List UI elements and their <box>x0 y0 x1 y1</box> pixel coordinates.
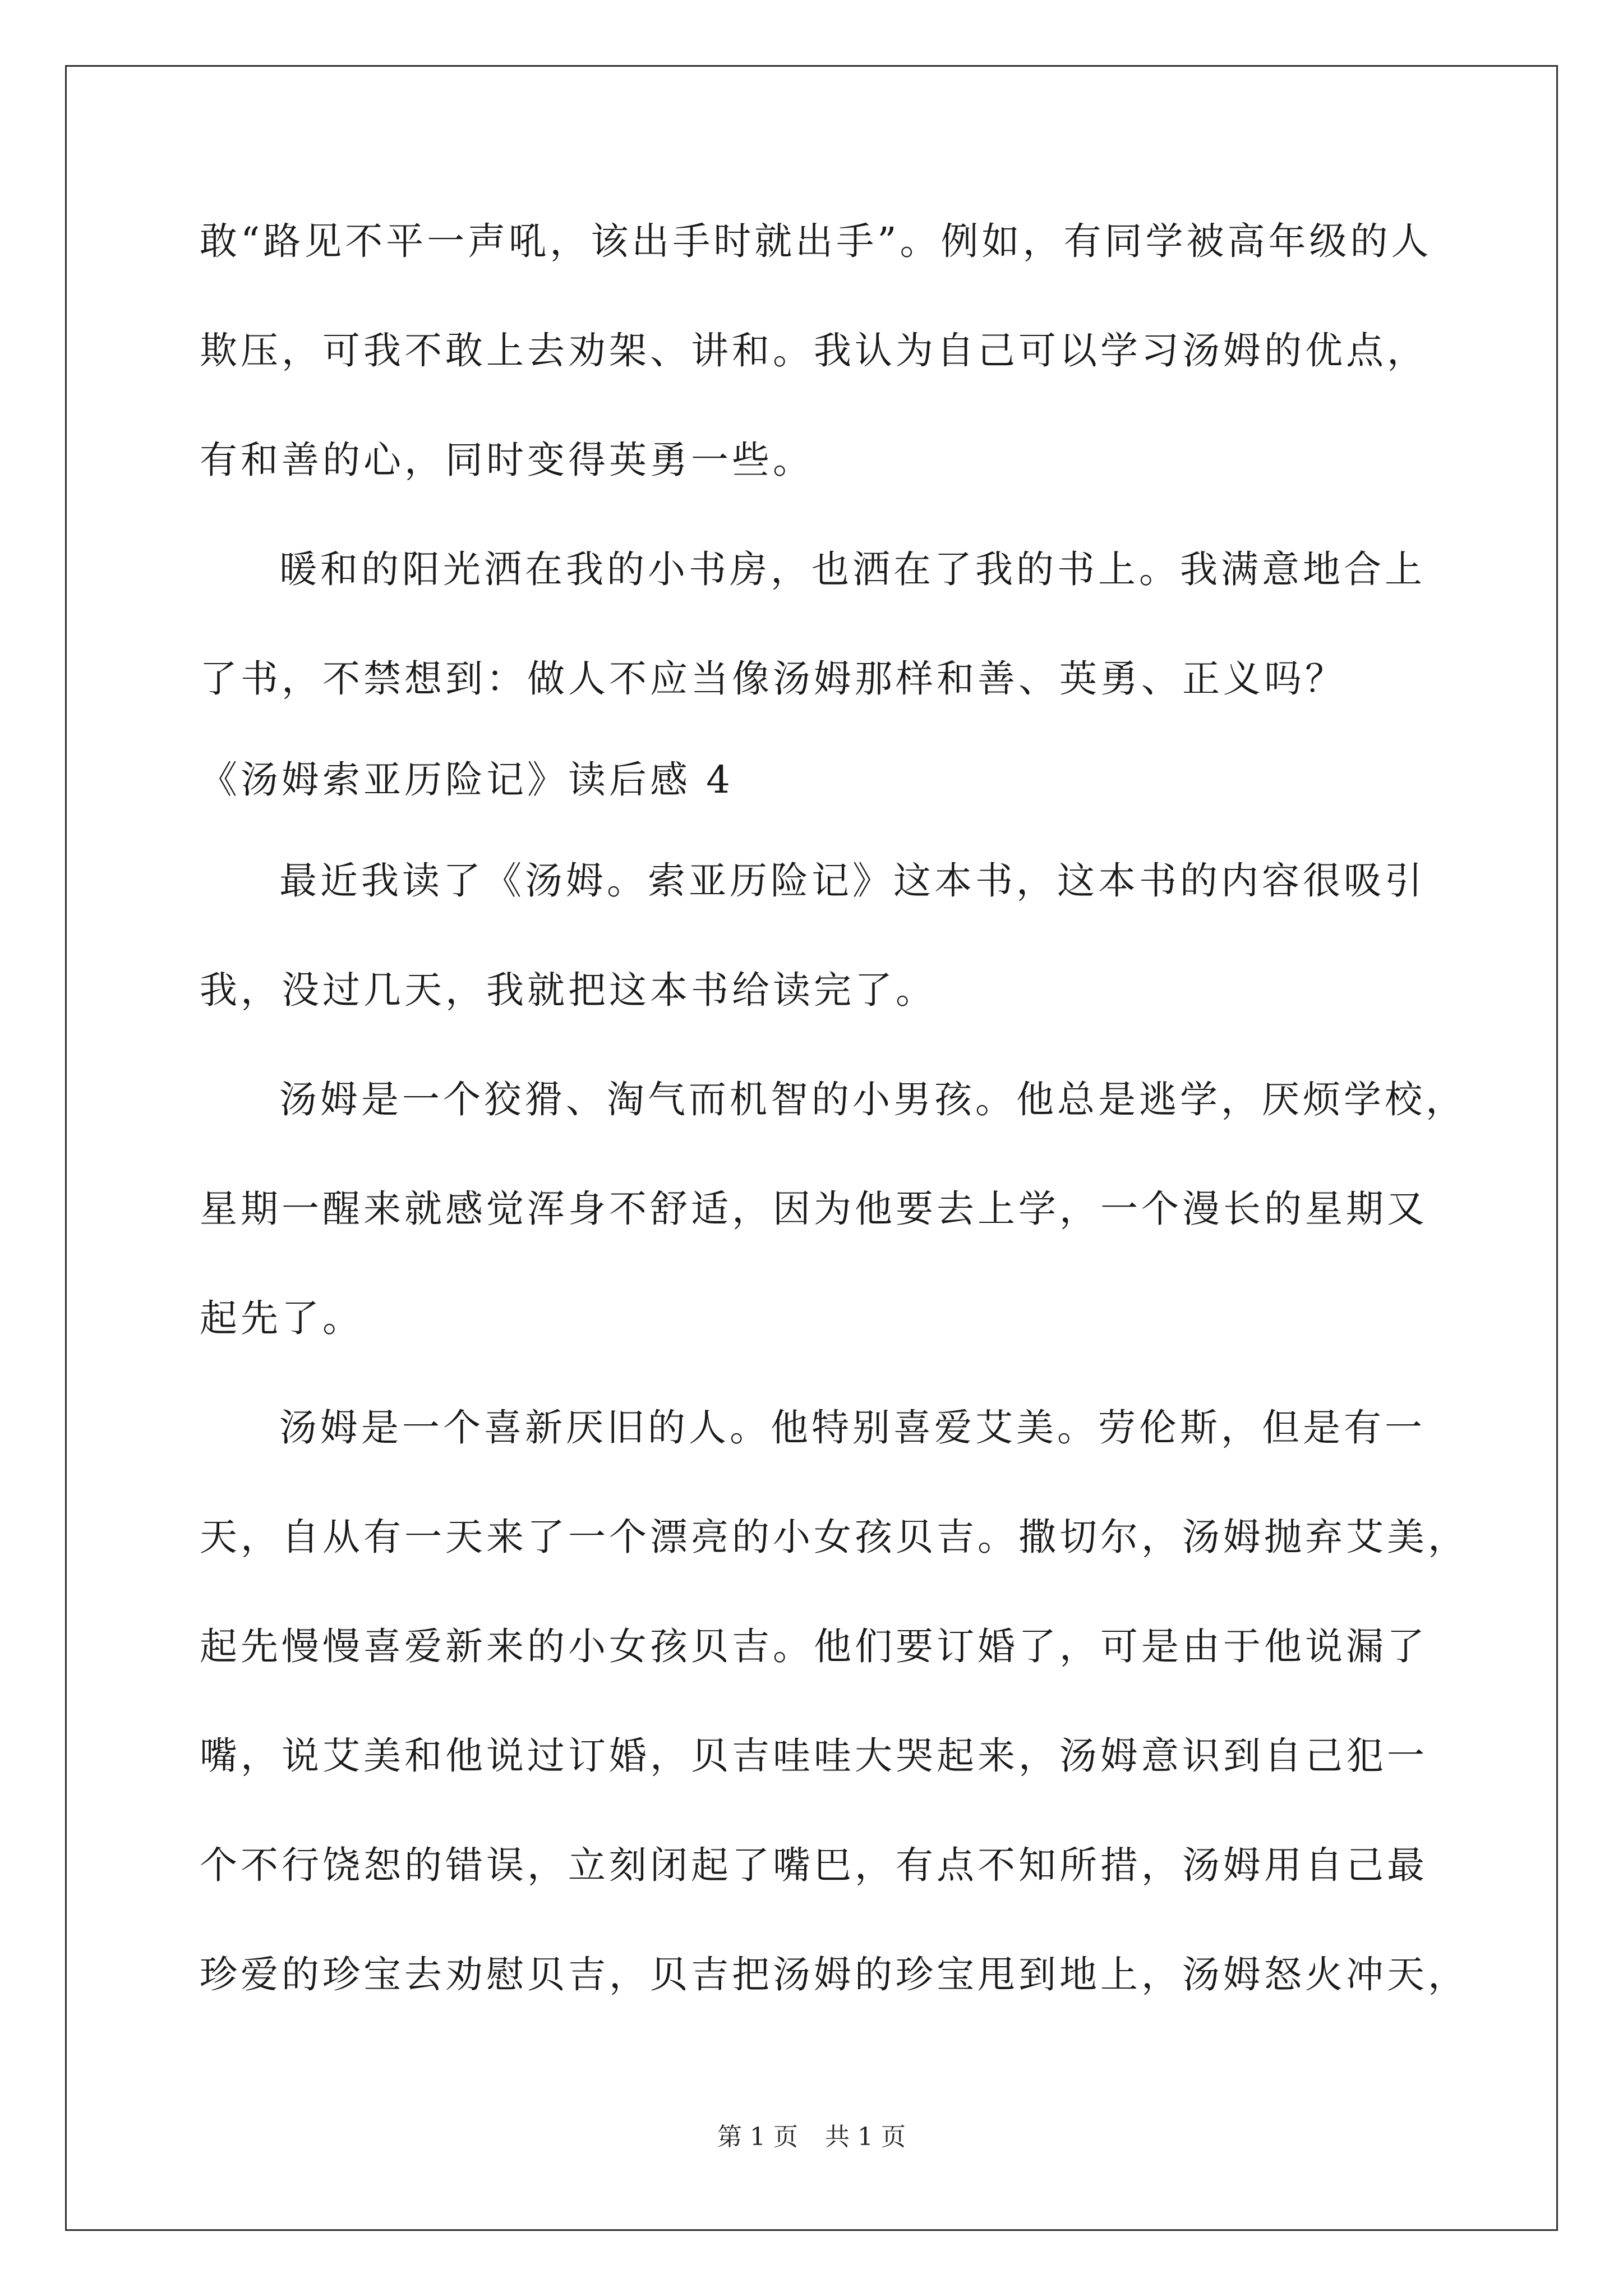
text-line: 星期一醒来就感觉浑身不舒适，因为他要去上学，一个漫长的星期又 <box>200 1187 1428 1231</box>
text-line: 珍爱的珍宝去劝慰贝吉，贝吉把汤姆的珍宝甩到地上，汤姆怒火冲天， <box>200 1953 1469 1996</box>
text-line: 我，没过几天，我就把这本书给读完了。 <box>200 968 937 1012</box>
section-heading: 《汤姆索亚历险记》读后感 4 <box>200 758 734 802</box>
text-line: 汤姆是一个狡猾、淘气而机智的小男孩。他总是逃学，厌烦学校， <box>279 1078 1467 1121</box>
text-line: 最近我读了《汤姆。索亚历险记》这本书，这本书的内容很吸引 <box>279 859 1426 903</box>
page-number-total: 共 1 页 <box>825 2123 906 2151</box>
text-line: 汤姆是一个喜新厌旧的人。他特别喜爱艾美。劳伦斯，但是有一 <box>279 1406 1426 1450</box>
text-line: 个不行饶恕的错误，立刻闭起了嘴巴，有点不知所措，汤姆用自己最 <box>200 1843 1428 1887</box>
page-border <box>65 65 1558 2231</box>
page-footer <box>0 2120 1623 2154</box>
text-line: 起先了。 <box>200 1296 363 1340</box>
text-line: 敢“路见不平一声吼，该出手时就出手”。例如，有同学被高年级的人 <box>200 219 1432 263</box>
text-line: 暖和的阳光洒在我的小书房，也洒在了我的书上。我满意地合上 <box>279 547 1426 591</box>
text-line: 了书，不禁想到：做人不应当像汤姆那样和善、英勇、正义吗？ <box>200 657 1346 701</box>
text-line: 嘴，说艾美和他说过订婚，贝吉哇哇大哭起来，汤姆意识到自己犯一 <box>200 1734 1428 1778</box>
text-line: 起先慢慢喜爱新来的小女孩贝吉。他们要订婚了，可是由于他说漏了 <box>200 1625 1428 1668</box>
text-line: 欺压，可我不敢上去劝架、讲和。我认为自己可以学习汤姆的优点， <box>200 329 1428 372</box>
page-number-current: 第 1 页 <box>717 2123 798 2151</box>
text-line: 有和善的心，同时变得英勇一些。 <box>200 438 814 482</box>
text-line: 天，自从有一天来了一个漂亮的小女孩贝吉。撒切尔，汤姆抛弃艾美， <box>200 1515 1469 1559</box>
